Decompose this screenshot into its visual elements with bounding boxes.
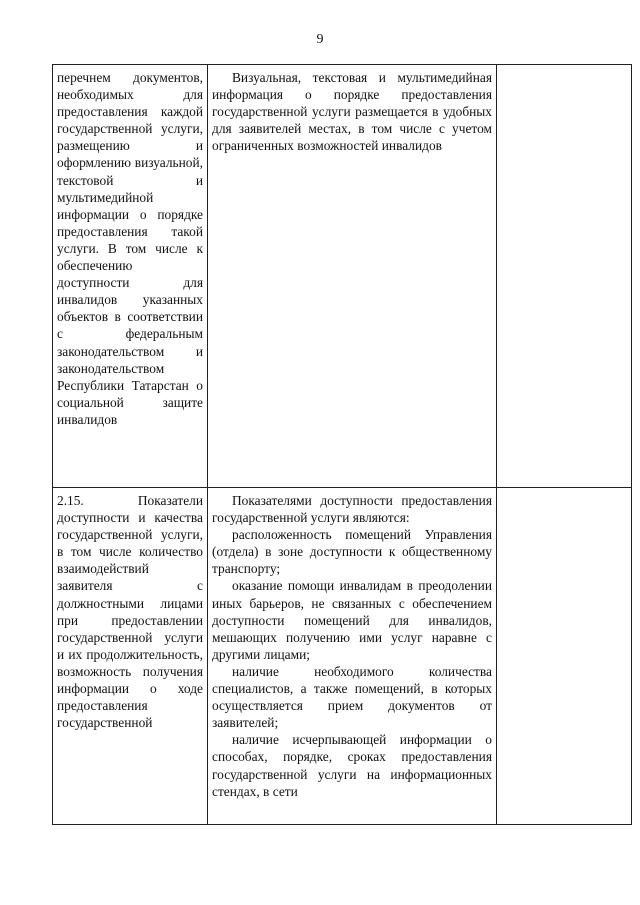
table-row <box>53 65 632 488</box>
paragraph: наличие необходимого количества специалистов, а также помещений, в которых осуществляется прием документов от заявителей; <box>212 663 492 731</box>
row1-col3 <box>497 65 632 488</box>
row2-col2 <box>208 488 497 825</box>
table-row <box>53 488 632 825</box>
paragraph: наличие исчерпывающей информации о способах, порядке, сроках предоставления государственной услуги на информационных стендах, в сети <box>212 732 492 799</box>
row2-col1: 2.15. Показатели доступности и качества государственной услуги, в том числе количество взаимодействий заявителя с должностными лицами при предоставлении государственной услуги и их продолжительность, возможность получения информации о ходе предоставления государственной <box>53 488 208 825</box>
row2-col3 <box>497 488 632 825</box>
page-number: 9 <box>316 32 324 47</box>
paragraph: Визуальная, текстовая и мультимедийная информация о порядке предоставления государственной услуги размещается в удобных для заявителей местах, в том числе с учетом ограниченных возможностей инвалидов <box>212 70 492 154</box>
paragraph: Показателями доступности предоставления государственной услуги являются: <box>212 493 492 526</box>
paragraph: оказание помощи инвалидам в преодолении иных барьеров, не связанных с обеспечением доступности помещений для инвалидов, мешающих получению ими услуг наравне с другими лицами; <box>212 578 492 662</box>
row1-col1: перечнем документов, необходимых для предоставления каждой государственной услуги, размещению и оформлению визуальной, текстовой и мультимедийной информации о порядке предоставления такой услуги. В том числе к обеспечению доступности для инвалидов указанных объектов в соответствии с федеральным законодательством и законодательством Республики Татарстан о социальной защите инвалидов <box>53 65 208 488</box>
paragraph: расположенность помещений Управления (отдела) в зоне доступности к общественному транспорту; <box>212 527 492 577</box>
content-table <box>52 64 632 825</box>
row1-col2 <box>208 65 497 488</box>
